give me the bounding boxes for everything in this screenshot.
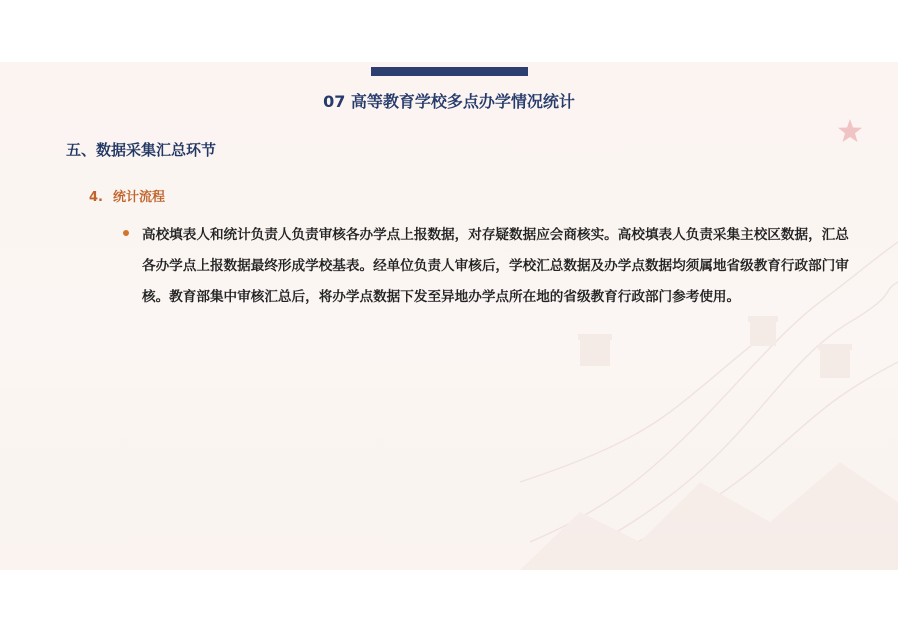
section-heading: 五、数据采集汇总环节 [66, 141, 217, 159]
star-icon [837, 118, 863, 144]
title-accent-bar [371, 67, 528, 76]
bullet-dot-icon [123, 230, 129, 236]
subsection-number: 4. [89, 190, 103, 205]
slide-title: 07 高等教育学校多点办学情况统计 [323, 92, 575, 111]
bullet-text: 高校填表人和统计负责人负责审核各办学点上报数据，对存疑数据应会商核实。高校填表人负责采集主校区数据，汇总各办学点上报数据最终形成学校基表。经单位负责人审核后，学校汇总数据及办学点数据均须属地省级教育行政部门审核。教育部集中审核汇总后，将办学点数据下发至异地办学点所在地的省级教育行政部门参考使用。 [142, 227, 849, 305]
subsection-heading [89, 186, 165, 205]
subsection-label: 统计流程 [112, 190, 165, 205]
slide [0, 62, 898, 570]
